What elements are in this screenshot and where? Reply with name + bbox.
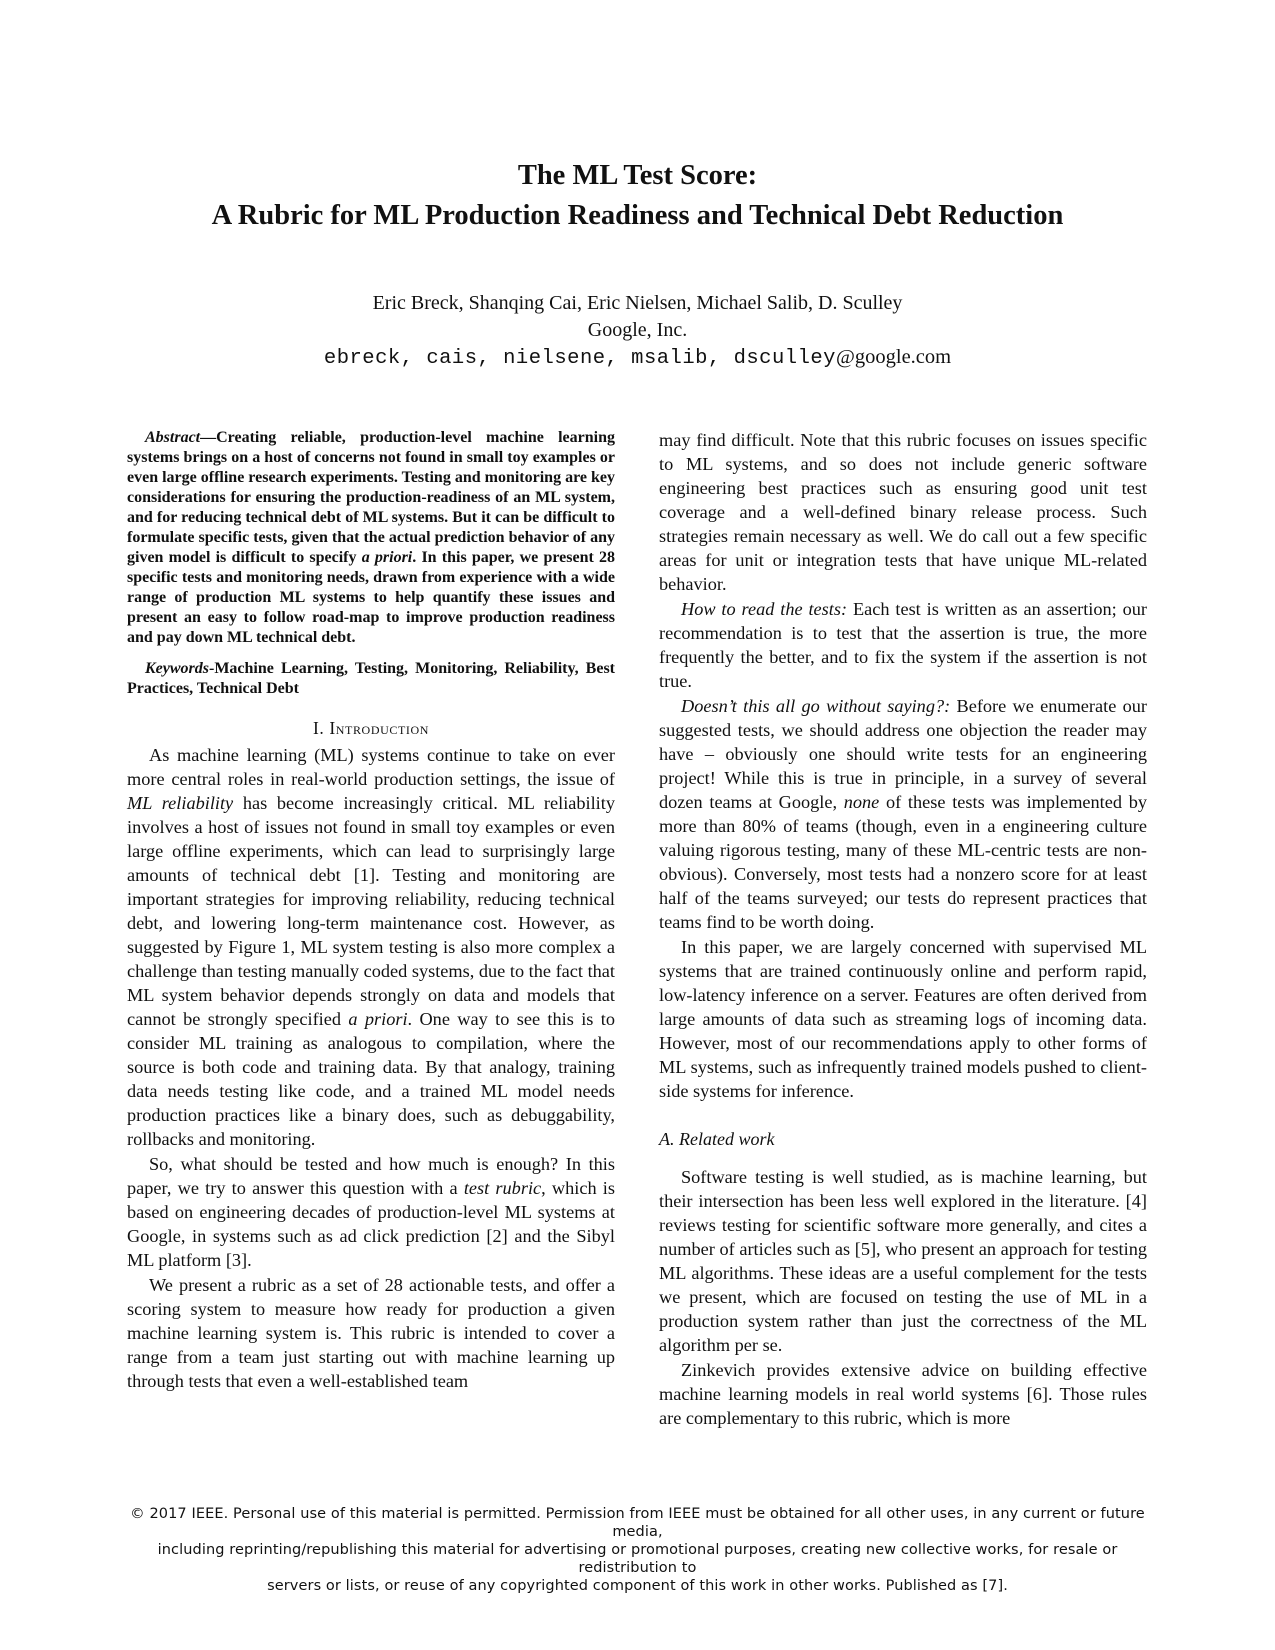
intro-paragraph-5 xyxy=(659,597,1147,693)
abstract-label: Abstract xyxy=(145,429,201,446)
paragraph-heading-without-saying: Doesn’t this all go without saying?: xyxy=(681,696,951,716)
paper-title xyxy=(0,156,1275,236)
intro-paragraph-7: In this paper, we are largely concerned with supervised ML systems that are trained continuously online and perform rapid, low-latency inference on a server. Features are often derived from large amounts of data such as streaming logs of incoming data. However, most of our recommendations apply to other forms of ML systems, such as infrequently trained models pushed to client-side systems for inference. xyxy=(659,937,1147,1101)
email-domain: @google.com xyxy=(836,346,952,368)
title-line-2: A Rubric for ML Production Readiness and Technical Debt Reduction xyxy=(211,200,1064,231)
intro-p5-text: Each test is written as an assertion; our recommendation is to test that the assertion is true, the more frequently the better, and to fix the system if the assertion is not true. xyxy=(659,599,1147,691)
paragraph-heading-how-to-read: How to read the tests: xyxy=(681,599,848,619)
related-work-paragraph-1: Software testing is well studied, as is machine learning, but their intersection has been less well explored in the literature. [4] reviews testing for scientific software more generally, and cites a number of articles such as [5], who present an approach for testing ML algorithms. These ideas are a useful complement for the tests we present, which are focused on testing the use of ML in a production system rather than just the correctness of the ML algorithm per se. xyxy=(659,1167,1147,1355)
keywords xyxy=(127,659,615,699)
intro-paragraph-2 xyxy=(127,1152,615,1272)
author-names: Eric Breck, Shanqing Cai, Eric Nielsen, Michael Salib, D. Sculley xyxy=(372,292,903,314)
author-block xyxy=(0,290,1275,372)
keywords-label: Keywords xyxy=(145,660,209,677)
author-emails xyxy=(0,344,1275,372)
intro-paragraph-1 xyxy=(127,743,615,1151)
abstract-text-2: . In this paper, we present 28 specific tests and monitoring needs, drawn from experience with a wide range of production ML systems to help quantify these issues and present an easy to follow road-map to improve production readiness and pay down ML technical debt. xyxy=(127,549,616,646)
intro-p1-text-a: As machine learning (ML) systems continue to take on ever more central roles in real-world production settings, the issue of xyxy=(127,745,615,789)
intro-paragraph-4: may find difficult. Note that this rubric focuses on issues specific to ML systems, and so does not include generic software engineering best practices such as ensuring good unit test coverage and a well-defined binary release process. Such strategies remain necessary as well. We do call out a few specific areas for unit or integration tests that have unique ML-related behavior. xyxy=(659,430,1147,594)
keywords-text: -Machine Learning, Testing, Monitoring, Reliability, Best Practices, Technical Debt xyxy=(127,660,615,697)
intro-p6-emphasis: none xyxy=(843,792,880,812)
title-line-1: The ML Test Score: xyxy=(517,160,758,191)
intro-p1-text-b: has become increasingly critical. ML reliability involves a host of issues not found in small toy examples or even large offline experiments, which can lead to surprisingly large amounts of technical debt [1]. Testing and monitoring are important strategies for improving reliability, reducing technical debt, and lowering long-term maintenance cost. However, as suggested by Figure 1, ML system testing is also more complex a challenge than testing manually coded systems, due to the fact that ML system behavior depends strongly on data and models that cannot be strongly specified xyxy=(127,793,615,1029)
intro-paragraph-3: We present a rubric as a set of 28 actionable tests, and offer a scoring system to measure how ready for production a given machine learning system is. This rubric is intended to cover a range from a team just starting out with machine learning up through tests that even a well-established team xyxy=(127,1275,615,1391)
copyright-footer xyxy=(110,1505,1165,1595)
intro-p1-text-c: . One way to see this is to consider ML training as analogous to compilation, where the source is both code and training data. By that analogy, training data needs testing like code, and a trained ML model needs production practices like a binary does, such as debuggability, rollbacks and monitoring. xyxy=(127,1009,615,1149)
intro-p1-emphasis-2: a priori xyxy=(348,1009,408,1029)
email-usernames: ebreck, cais, nielsene, msalib, dsculley xyxy=(323,347,836,370)
related-work-paragraph-2: Zinkevich provides extensive advice on building effective machine learning models in real world systems [6]. Those rules are complementary to this rubric, which is more xyxy=(659,1360,1147,1428)
intro-p2-emphasis: test rubric xyxy=(463,1178,542,1198)
left-column xyxy=(127,428,615,1394)
intro-p2-text-b: , which is based on engineering decades of production-level ML systems at Google, in systems such as ad click prediction [2] and the Sibyl ML platform [3]. xyxy=(127,1178,615,1270)
footer-line-3: servers or lists, or reuse of any copyrighted component of this work in other works. Published as [7]. xyxy=(267,1578,1008,1594)
abstract-emphasis: a priori xyxy=(361,549,413,566)
footer-line-2: including reprinting/republishing this material for advertising or promotional purposes, creating new collective works, for resale or redistribution to xyxy=(157,1542,1118,1576)
section-heading-introduction: I. Introduction xyxy=(312,718,430,738)
subsection-heading-related-work: A. Related work xyxy=(659,1129,775,1149)
abstract-text-1: —Creating reliable, production-level machine learning systems brings on a host of concerns not found in small toy examples or even large offline research experiments. Testing and monitoring are key considerations for ensuring the production-readiness of an ML system, and for reducing technical debt of ML systems. But it can be difficult to formulate specific tests, given that the actual prediction behavior of any given model is difficult to specify xyxy=(127,429,615,566)
intro-p2-text-a: So, what should be tested and how much is enough? In this paper, we try to answer this question with a xyxy=(127,1154,615,1198)
abstract xyxy=(127,428,615,648)
right-column xyxy=(659,428,1147,1431)
intro-p1-emphasis-1: ML reliability xyxy=(127,793,234,813)
author-affiliation: Google, Inc. xyxy=(587,319,688,341)
intro-p6-text-b: of these tests was implemented by more than 80% of teams (though, even in a engineering culture valuing rigorous testing, many of these ML-centric tests are non-obvious). Conversely, most tests had a nonzero score for at least half of the teams surveyed; our tests do represent practices that teams find to be worth doing. xyxy=(659,792,1148,932)
footer-line-1: © 2017 IEEE. Personal use of this material is permitted. Permission from IEEE must be obtained for all other uses, in any current or future media, xyxy=(130,1506,1145,1540)
intro-paragraph-6 xyxy=(659,694,1147,934)
intro-p6-text-a: Before we enumerate our suggested tests, we should address one objection the reader may have – obviously one should write tests for an engineering project! While this is true in principle, in a survey of several dozen teams at Google, xyxy=(659,696,1147,812)
